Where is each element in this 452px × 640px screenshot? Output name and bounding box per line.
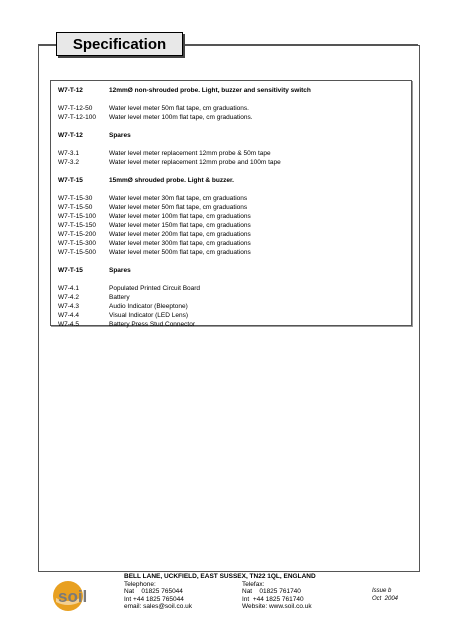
section-heading bbox=[58, 86, 405, 95]
page-title: Specification bbox=[72, 35, 167, 53]
company-address: BELL LANE, UCKFIELD, EAST SUSSEX, TN22 1QL, ENGLAND bbox=[124, 573, 316, 580]
part-description: Water level meter replacement 12mm probe and 100m tape bbox=[109, 159, 281, 166]
heading-description: 15mmØ shrouded probe. Light & buzzer. bbox=[109, 177, 234, 184]
spec-row bbox=[58, 221, 405, 230]
heading-description: Spares bbox=[109, 267, 131, 274]
part-code: W7-4.5 bbox=[58, 321, 79, 328]
part-code: W7-3.2 bbox=[58, 159, 79, 166]
part-description: Water level meter 50m flat tape, cm graduations bbox=[109, 204, 248, 211]
part-code: W7-T-12-100 bbox=[58, 114, 96, 121]
spec-row bbox=[58, 149, 405, 158]
section-heading bbox=[58, 266, 405, 275]
telefax-label: Telefax: bbox=[242, 580, 265, 588]
issue-date: Oct 2004 bbox=[372, 595, 399, 602]
part-description: Water level meter 100m flat tape, cm graduations bbox=[109, 213, 251, 220]
spec-row bbox=[58, 230, 405, 239]
spec-row bbox=[58, 212, 405, 221]
part-code: W7-3.1 bbox=[58, 150, 79, 157]
part-description: Water level meter 30m flat tape, cm graduations bbox=[109, 195, 248, 202]
spec-row bbox=[58, 194, 405, 203]
part-description: Populated Printed Circuit Board bbox=[109, 285, 201, 292]
part-code: W7-T-15-300 bbox=[58, 240, 96, 247]
email-text: email: sales@soil.co.uk bbox=[124, 603, 193, 611]
part-description: Audio Indicator (Bleeptone) bbox=[109, 303, 188, 310]
heading-code: W7-T-12 bbox=[58, 132, 83, 139]
part-description: Battery bbox=[109, 294, 130, 301]
spec-row bbox=[58, 239, 405, 248]
spec-row bbox=[58, 311, 405, 320]
spec-row bbox=[58, 302, 405, 311]
part-code: W7-4.4 bbox=[58, 312, 79, 319]
telefax-int: Int +44 1825 761740 bbox=[242, 595, 304, 603]
part-description: Water level meter replacement 12mm probe & 50m tape bbox=[109, 150, 271, 157]
website-text: Website: www.soil.co.uk bbox=[242, 603, 312, 611]
spec-row bbox=[58, 248, 405, 257]
part-description: Water level meter 300m flat tape, cm graduations bbox=[109, 240, 251, 247]
spec-row bbox=[58, 158, 405, 167]
heading-description: Spares bbox=[109, 132, 131, 139]
part-description: Water level meter 500m flat tape, cm graduations bbox=[109, 249, 251, 256]
issue-label: Issue b bbox=[372, 588, 392, 594]
footer-address bbox=[124, 573, 352, 611]
issue-info bbox=[372, 588, 398, 603]
spec-row bbox=[58, 113, 405, 122]
telephone-int: Int +44 1825 765044 bbox=[124, 595, 184, 603]
spec-row bbox=[58, 293, 405, 302]
section-heading bbox=[58, 176, 405, 185]
title-box bbox=[56, 32, 183, 56]
telephone-nat: Nat 01825 765044 bbox=[124, 588, 183, 596]
part-description: Visual Indicator (LED Lens) bbox=[109, 312, 189, 319]
part-code: W7-T-15-200 bbox=[58, 231, 96, 238]
part-code: W7-T-15-50 bbox=[58, 204, 93, 211]
part-description: Water level meter 100m flat tape, cm graduations. bbox=[109, 114, 253, 121]
telefax-nat: Nat 01825 761740 bbox=[242, 588, 301, 596]
spec-row bbox=[58, 320, 405, 329]
heading-description: 12mmØ non-shrouded probe. Light, buzzer and sensitivity switch bbox=[109, 87, 311, 94]
part-description: Water level meter 50m flat tape, cm graduations. bbox=[109, 105, 249, 112]
spec-row bbox=[58, 203, 405, 212]
heading-code: W7-T-12 bbox=[58, 87, 83, 94]
part-description: Water level meter 200m flat tape, cm graduations bbox=[109, 231, 251, 238]
part-code: W7-4.1 bbox=[58, 285, 79, 292]
specification-list bbox=[58, 86, 405, 329]
soil-logo bbox=[52, 578, 112, 614]
specification-table bbox=[50, 80, 412, 326]
part-code: W7-4.2 bbox=[58, 294, 79, 301]
part-description: Water level meter 150m flat tape, cm graduations bbox=[109, 222, 251, 229]
spec-row bbox=[58, 284, 405, 293]
heading-code: W7-T-15 bbox=[58, 267, 83, 274]
part-code: W7-T-12-50 bbox=[58, 105, 93, 112]
part-code: W7-T-15-150 bbox=[58, 222, 96, 229]
part-code: W7-T-15-100 bbox=[58, 213, 96, 220]
part-code: W7-4.3 bbox=[58, 303, 79, 310]
part-code: W7-T-15-30 bbox=[58, 195, 93, 202]
heading-code: W7-T-15 bbox=[58, 177, 83, 184]
part-code: W7-T-15-500 bbox=[58, 249, 96, 256]
section-heading bbox=[58, 131, 405, 140]
part-description: Battery Press Stud Connector bbox=[109, 321, 195, 328]
spec-row bbox=[58, 104, 405, 113]
telephone-label: Telephone: bbox=[124, 580, 156, 588]
logo-text: soil bbox=[58, 587, 88, 606]
